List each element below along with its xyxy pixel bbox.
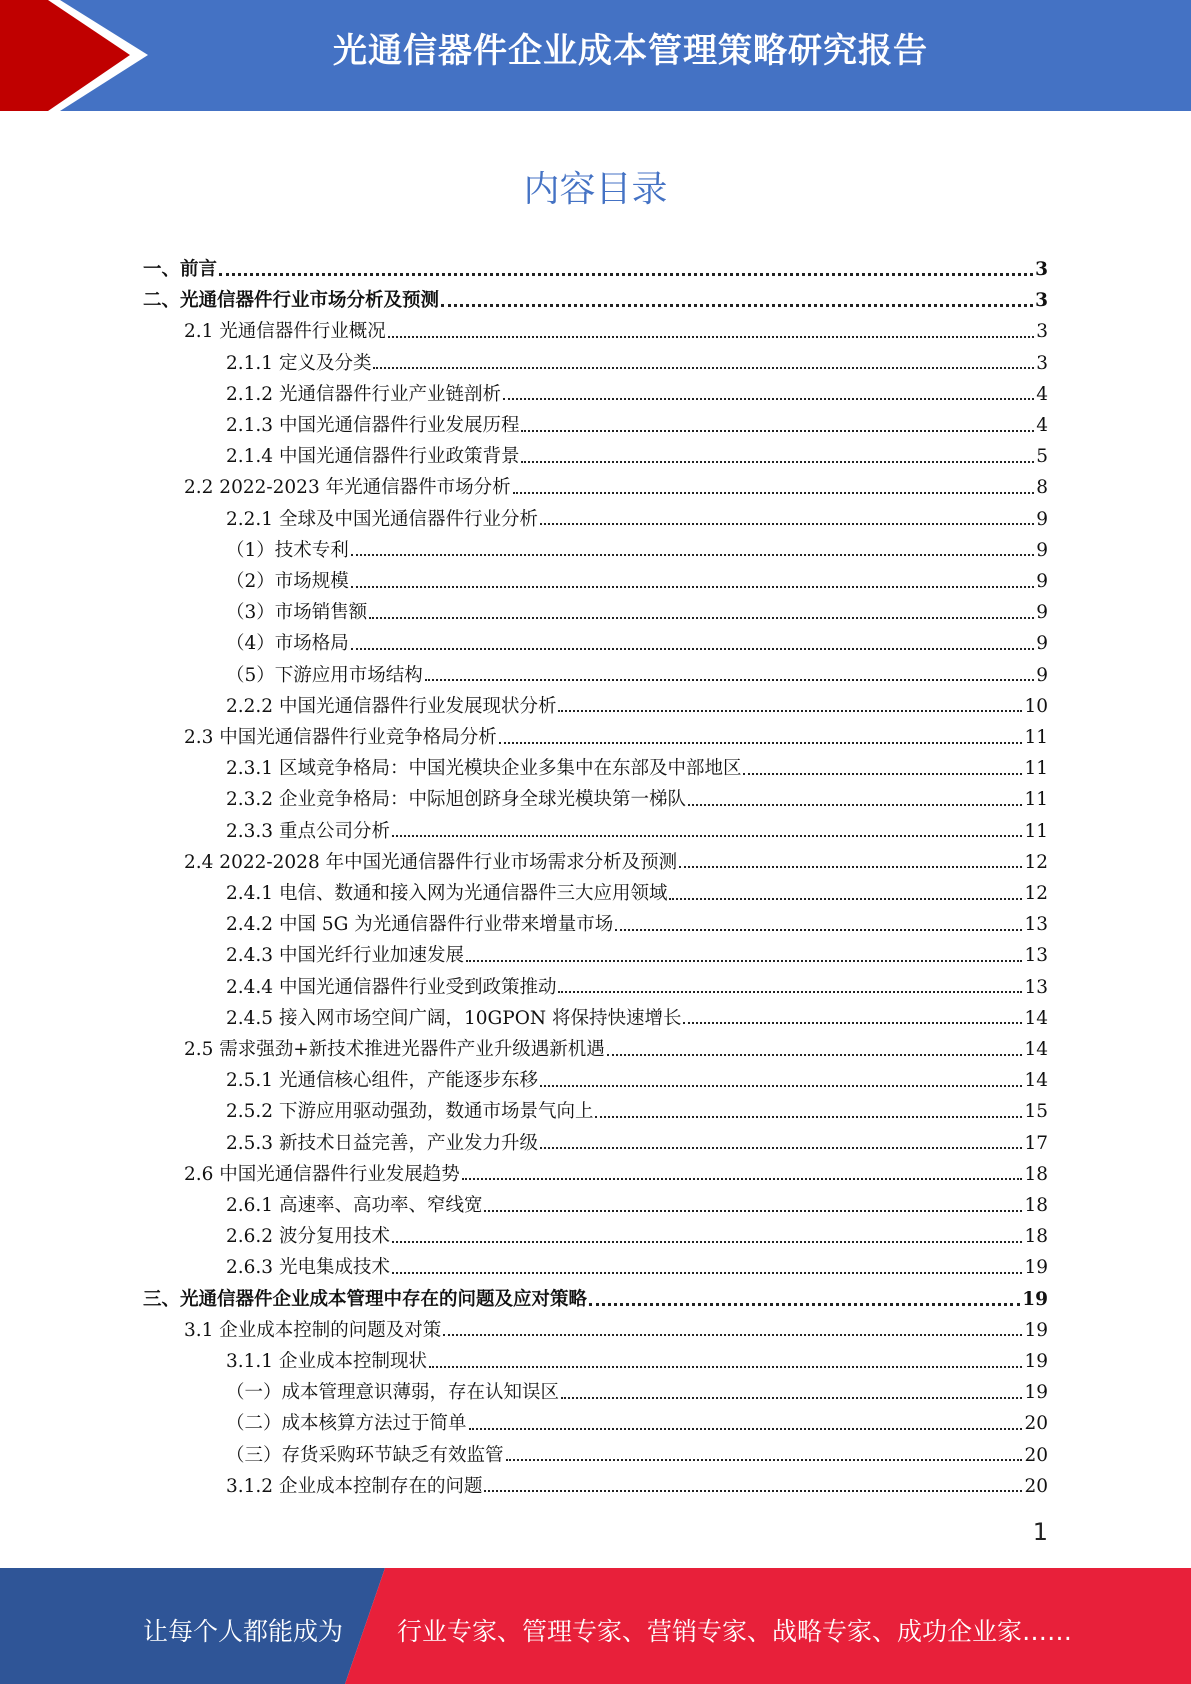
toc-entry-label: （4）市场格局 bbox=[226, 633, 349, 655]
toc-entry-page: 20 bbox=[1024, 1413, 1048, 1435]
toc-entry[interactable] bbox=[226, 1440, 1048, 1471]
toc-entry[interactable] bbox=[226, 1003, 1048, 1034]
page-header-band bbox=[0, 0, 1191, 111]
toc-entry[interactable] bbox=[184, 472, 1048, 503]
toc-entry-page: 18 bbox=[1024, 1195, 1048, 1216]
toc-dot-leader bbox=[679, 866, 1022, 868]
toc-entry[interactable] bbox=[184, 722, 1048, 753]
toc-dot-leader bbox=[462, 1178, 1023, 1180]
toc-entry-page: 19 bbox=[1024, 1257, 1048, 1279]
toc-entry[interactable] bbox=[226, 504, 1048, 535]
toc-entry-label: 2.6.3 光电集成技术 bbox=[226, 1257, 390, 1279]
toc-entry-page: 14 bbox=[1024, 1070, 1048, 1092]
toc-entry[interactable] bbox=[226, 1346, 1048, 1377]
toc-entry[interactable] bbox=[226, 784, 1048, 815]
toc-entry-page: 11 bbox=[1024, 820, 1048, 842]
toc-entry[interactable] bbox=[226, 972, 1048, 1003]
page-footer-band bbox=[0, 1568, 1191, 1684]
toc-entry-page: 8 bbox=[1036, 477, 1048, 499]
toc-entry-label: 2.4.2 中国 5G 为光通信器件行业带来增量市场 bbox=[226, 914, 614, 936]
toc-dot-leader bbox=[392, 1241, 1022, 1243]
toc-entry-label: 2.4.3 中国光纤行业加速发展 bbox=[226, 945, 464, 967]
toc-entry[interactable] bbox=[226, 1096, 1048, 1127]
toc-entry[interactable] bbox=[226, 535, 1048, 566]
toc-entry-page: 19 bbox=[1024, 1382, 1048, 1404]
toc-entry[interactable] bbox=[226, 597, 1048, 628]
toc-entry[interactable] bbox=[184, 316, 1048, 347]
toc-entry-label: 2.4.4 中国光通信器件行业受到政策推动 bbox=[226, 976, 557, 998]
toc-entry-page: 4 bbox=[1036, 415, 1048, 436]
toc-entry-page: 15 bbox=[1024, 1101, 1048, 1123]
toc-dot-leader bbox=[540, 523, 1034, 525]
toc-entry-label: 3.1 企业成本控制的问题及对策 bbox=[184, 1319, 442, 1341]
toc-entry-page: 19 bbox=[1024, 1351, 1048, 1372]
toc-entry-label: 2.1.4 中国光通信器件行业政策背景 bbox=[226, 446, 520, 468]
toc-dot-leader bbox=[683, 1022, 1022, 1024]
toc-entry-page: 20 bbox=[1024, 1475, 1048, 1497]
toc-entry-label: 一、前言 bbox=[143, 259, 218, 280]
toc-dot-leader bbox=[669, 898, 1022, 900]
toc-entry-page: 11 bbox=[1024, 789, 1048, 811]
toc-dot-leader bbox=[521, 430, 1034, 432]
toc-dot-leader bbox=[388, 336, 1034, 338]
toc-dot-leader bbox=[558, 991, 1022, 993]
toc-entry-label: 2.1.1 定义及分类 bbox=[226, 352, 372, 374]
toc-entry[interactable] bbox=[226, 660, 1048, 691]
toc-dot-leader bbox=[351, 586, 1034, 588]
toc-dot-leader bbox=[595, 1116, 1022, 1118]
toc-entry-label: 2.1.2 光通信器件行业产业链剖析 bbox=[226, 383, 501, 405]
toc-entry-page: 3 bbox=[1036, 352, 1048, 374]
toc-dot-leader bbox=[425, 679, 1034, 681]
toc-entry[interactable] bbox=[184, 1315, 1048, 1346]
toc-entry[interactable] bbox=[143, 1284, 1048, 1315]
toc-entry[interactable] bbox=[226, 878, 1048, 909]
toc-entry-page: 20 bbox=[1024, 1444, 1048, 1466]
toc-entry-label: 2.4 2022-2028 年中国光通信器件行业市场需求分析及预测 bbox=[184, 851, 678, 873]
toc-entry-page: 14 bbox=[1024, 1007, 1048, 1029]
toc-entry[interactable] bbox=[226, 1065, 1048, 1096]
toc-entry-label: 2.5.2 下游应用驱动强劲，数通市场景气向上 bbox=[226, 1101, 594, 1123]
toc-entry[interactable] bbox=[226, 753, 1048, 784]
toc-entry[interactable] bbox=[226, 348, 1048, 379]
toc-dot-leader bbox=[506, 1459, 1023, 1461]
toc-entry[interactable] bbox=[226, 1128, 1048, 1159]
toc-entry-page: 13 bbox=[1024, 914, 1048, 936]
toc-entry-label: （5）下游应用市场结构 bbox=[226, 664, 423, 686]
toc-entry[interactable] bbox=[226, 379, 1048, 410]
header-arrow-decoration bbox=[0, 0, 160, 111]
toc-entry-page: 11 bbox=[1024, 727, 1048, 748]
toc-dot-leader bbox=[392, 1272, 1022, 1274]
toc-entry[interactable] bbox=[226, 410, 1048, 441]
toc-entry-page: 10 bbox=[1024, 695, 1048, 717]
toc-entry-page: 14 bbox=[1024, 1039, 1048, 1060]
toc-entry[interactable] bbox=[184, 1159, 1048, 1190]
toc-entry-page: 13 bbox=[1024, 945, 1048, 967]
toc-entry-page: 11 bbox=[1024, 758, 1048, 780]
toc-entry-label: 二、光通信器件行业市场分析及预测 bbox=[143, 290, 440, 312]
toc-dot-leader bbox=[484, 1210, 1022, 1212]
toc-dot-leader bbox=[540, 1085, 1022, 1087]
toc-entry-label: （二）成本核算方法过于简单 bbox=[226, 1413, 467, 1435]
toc-entry-page: 4 bbox=[1036, 383, 1048, 405]
toc-entry-label: 2.6.1 高速率、高功率、窄线宽 bbox=[226, 1195, 483, 1216]
toc-dot-leader bbox=[429, 1366, 1022, 1368]
toc-dot-leader bbox=[484, 1490, 1022, 1492]
toc-entry-page: 9 bbox=[1036, 539, 1048, 561]
footer-slogan-right: 行业专家、管理专家、营销专家、战略专家、成功企业家…… bbox=[397, 1617, 1073, 1646]
toc-entry-label: 2.4.5 接入网市场空间广阔，10GPON 将保持快速增长 bbox=[226, 1007, 682, 1029]
toc-dot-leader bbox=[589, 1303, 1020, 1306]
toc-entry[interactable] bbox=[226, 940, 1048, 971]
toc-entry-page: 19 bbox=[1024, 1319, 1048, 1341]
toc-entry[interactable] bbox=[226, 1408, 1048, 1439]
toc-entry[interactable] bbox=[226, 566, 1048, 597]
toc-entry-label: 2.3.1 区域竞争格局：中国光模块企业多集中在东部及中部地区 bbox=[226, 758, 742, 780]
toc-entry-label: 2.1.3 中国光通信器件行业发展历程 bbox=[226, 415, 520, 436]
toc-entry-label: 2.1 光通信器件行业概况 bbox=[184, 321, 386, 343]
toc-entry[interactable] bbox=[184, 847, 1048, 878]
toc-dot-leader bbox=[219, 273, 1033, 276]
toc-entry[interactable] bbox=[226, 1471, 1048, 1502]
toc-entry-page: 3 bbox=[1035, 259, 1048, 280]
toc-entry-page: 18 bbox=[1024, 1226, 1048, 1248]
toc-entry-label: 2.2.2 中国光通信器件行业发展现状分析 bbox=[226, 695, 557, 717]
toc-entry-label: 2.5 需求强劲+新技术推进光器件产业升级遇新机遇 bbox=[184, 1039, 605, 1060]
toc-entry-page: 17 bbox=[1024, 1132, 1048, 1154]
toc-heading: 内容目录 bbox=[523, 169, 668, 210]
toc-entry[interactable] bbox=[226, 1377, 1048, 1408]
toc-entry-label: 2.6 中国光通信器件行业发展趋势 bbox=[184, 1163, 460, 1185]
toc-entry-label: （1）技术专利 bbox=[226, 539, 349, 561]
toc-entry-label: 2.5.1 光通信核心组件，产能逐步东移 bbox=[226, 1070, 538, 1092]
toc-entry[interactable] bbox=[226, 1252, 1048, 1283]
toc-dot-leader bbox=[688, 804, 1022, 806]
toc-entry-page: 19 bbox=[1022, 1288, 1048, 1310]
toc-entry-label: （2）市场规模 bbox=[226, 571, 349, 592]
toc-entry-label: 3.1.2 企业成本控制存在的问题 bbox=[226, 1475, 483, 1497]
toc-entry-label: 三、光通信器件企业成本管理中存在的问题及应对策略 bbox=[143, 1288, 588, 1310]
toc-dot-leader bbox=[373, 367, 1034, 369]
toc-entry-page: 3 bbox=[1035, 290, 1048, 312]
toc-dot-leader bbox=[392, 835, 1022, 837]
toc-entry-label: 2.3.2 企业竞争格局：中际旭创跻身全球光模块第一梯队 bbox=[226, 789, 686, 811]
toc-entry-label: （三）存货采购环节缺乏有效监管 bbox=[226, 1444, 504, 1466]
toc-entry-label: 2.3.3 重点公司分析 bbox=[226, 820, 390, 842]
toc-dot-leader bbox=[351, 554, 1034, 556]
toc-entry-label: 2.3 中国光通信器件行业竞争格局分析 bbox=[184, 727, 497, 748]
toc-dot-leader bbox=[466, 960, 1022, 962]
toc-entry-label: 2.6.2 波分复用技术 bbox=[226, 1226, 390, 1248]
toc-dot-leader bbox=[443, 1334, 1022, 1336]
toc-entry-page: 9 bbox=[1036, 571, 1048, 592]
toc-dot-leader bbox=[521, 461, 1034, 463]
toc-entry-label: 2.5.3 新技术日益完善，产业发力升级 bbox=[226, 1132, 538, 1154]
toc-dot-leader bbox=[351, 648, 1034, 650]
toc-dot-leader bbox=[743, 773, 1022, 775]
toc-dot-leader bbox=[503, 398, 1034, 400]
toc-entry[interactable] bbox=[226, 441, 1048, 472]
toc-entry-page: 3 bbox=[1036, 321, 1048, 343]
toc-entry[interactable] bbox=[226, 691, 1048, 722]
toc-entry[interactable] bbox=[143, 254, 1048, 285]
toc-dot-leader bbox=[441, 304, 1033, 307]
toc-dot-leader bbox=[540, 1147, 1022, 1149]
toc-entry-label: 2.4.1 电信、数通和接入网为光通信器件三大应用领域 bbox=[226, 883, 668, 904]
toc-entry-page: 18 bbox=[1024, 1163, 1048, 1185]
toc-entry-label: 2.2.1 全球及中国光通信器件行业分析 bbox=[226, 508, 538, 530]
toc-entry-page: 9 bbox=[1036, 633, 1048, 655]
toc-entry-page: 9 bbox=[1036, 664, 1048, 686]
toc-entry[interactable] bbox=[226, 816, 1048, 847]
report-title: 光通信器件企业成本管理策略研究报告 bbox=[333, 31, 928, 71]
toc-dot-leader bbox=[513, 492, 1035, 494]
toc-entry-page: 13 bbox=[1024, 976, 1048, 998]
toc-entry[interactable] bbox=[226, 1221, 1048, 1252]
toc-dot-leader bbox=[615, 929, 1022, 931]
toc-dot-leader bbox=[369, 617, 1034, 619]
toc-entry-label: 2.2 2022-2023 年光通信器件市场分析 bbox=[184, 477, 511, 499]
toc-entry-page: 9 bbox=[1036, 508, 1048, 530]
toc-dot-leader bbox=[607, 1054, 1023, 1056]
toc-entry-page: 9 bbox=[1036, 602, 1048, 624]
toc-dot-leader bbox=[499, 742, 1023, 744]
toc-entry[interactable] bbox=[226, 628, 1048, 659]
toc-dot-leader bbox=[558, 710, 1022, 712]
toc-entry-page: 12 bbox=[1024, 883, 1048, 904]
toc-entry[interactable] bbox=[184, 1034, 1048, 1065]
page-number: 1 bbox=[1032, 1518, 1048, 1546]
toc-entry[interactable] bbox=[226, 1190, 1048, 1221]
toc-entry-label: （3）市场销售额 bbox=[226, 602, 368, 624]
toc-entry-page: 12 bbox=[1024, 851, 1048, 873]
toc-entry-label: 3.1.1 企业成本控制现状 bbox=[226, 1351, 427, 1372]
toc-entry-page: 5 bbox=[1036, 446, 1048, 468]
footer-slogan-left: 让每个人都能成为 bbox=[143, 1617, 344, 1646]
toc-entry[interactable] bbox=[226, 909, 1048, 940]
toc-entry[interactable] bbox=[143, 285, 1048, 316]
toc-dot-leader bbox=[469, 1428, 1023, 1430]
toc-entry-label: （一）成本管理意识薄弱，存在认知误区 bbox=[226, 1382, 560, 1404]
toc-dot-leader bbox=[561, 1397, 1022, 1399]
